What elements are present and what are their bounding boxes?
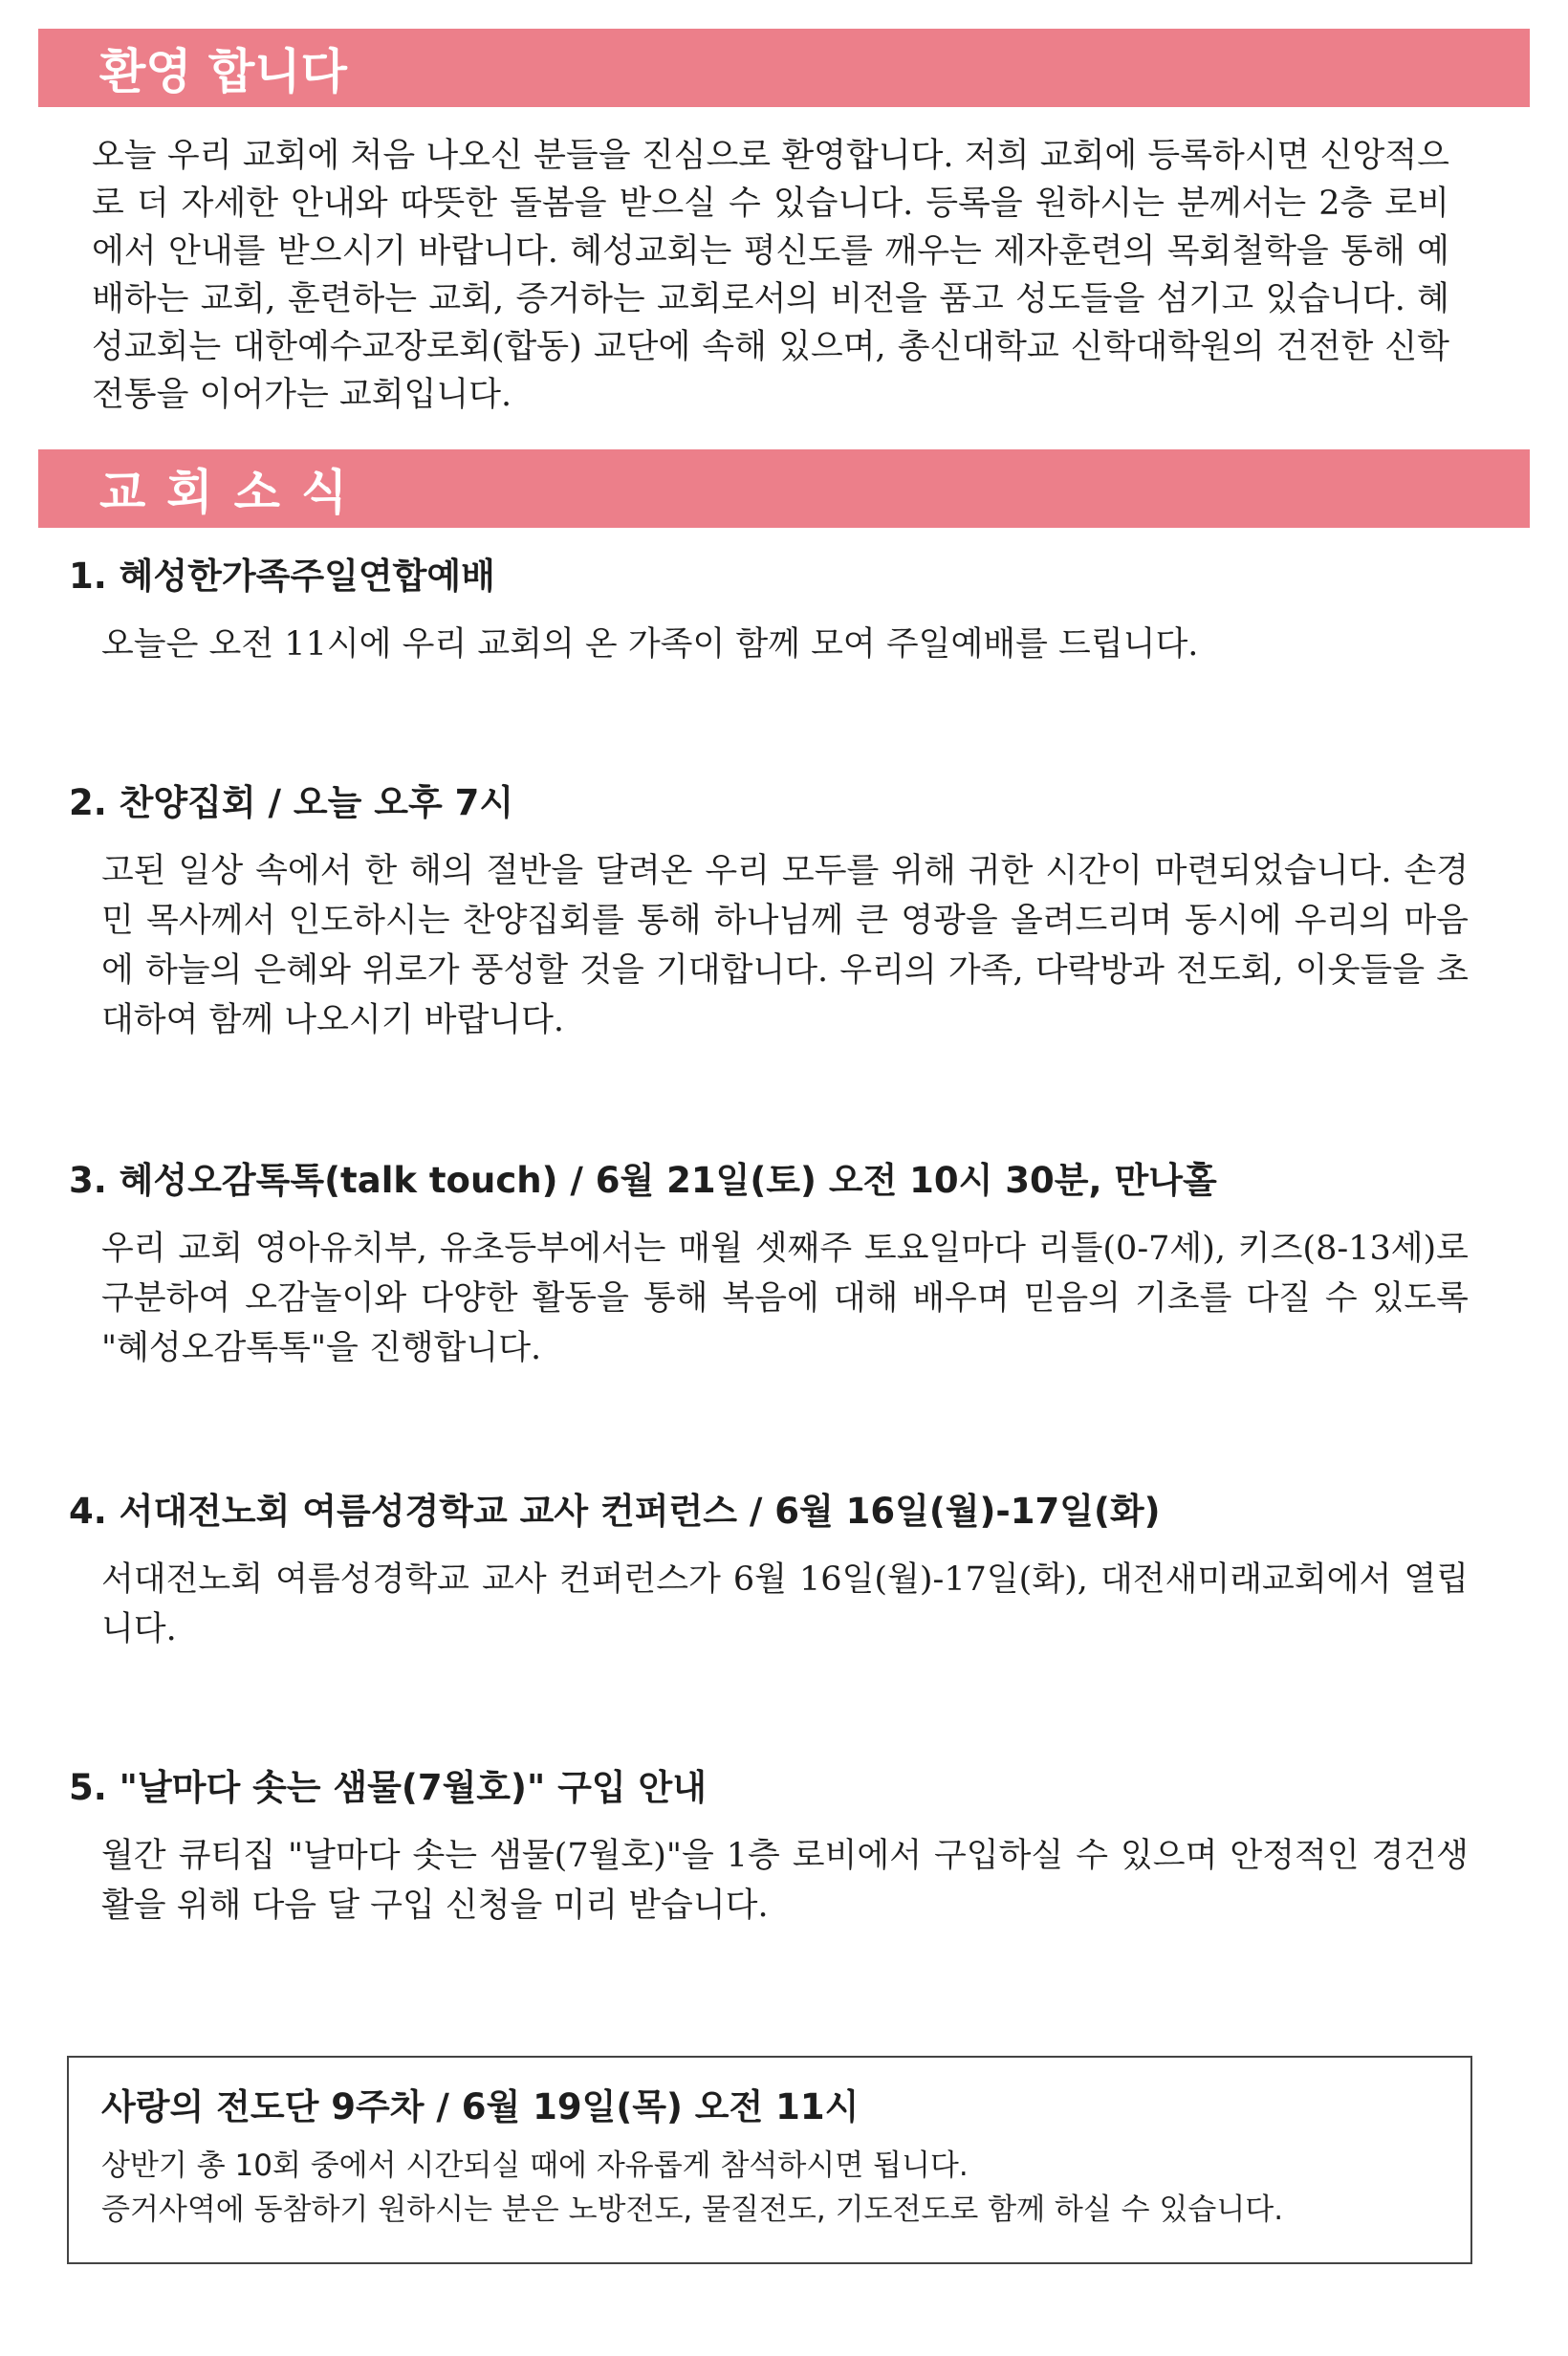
news-heading: 3. 혜성오감톡톡(talk touch) / 6월 21일(토) 오전 10시 30분, 만나홀 bbox=[69, 1160, 1217, 1201]
evangelism-line-2: 증거사역에 동참하기 원하시는 분은 노방전도, 물질전도, 기도전도로 함께 하실 수 있습니다. bbox=[101, 2192, 1284, 2227]
news-heading: 2. 찬양집회 / 오늘 오후 7시 bbox=[69, 782, 514, 823]
welcome-banner bbox=[38, 29, 1530, 107]
news-item-family-worship bbox=[69, 553, 1484, 669]
news-heading: 4. 서대전노회 여름성경학교 교사 컨퍼런스 / 6월 16일(월)-17일(화) bbox=[69, 1491, 1161, 1532]
church-news-banner bbox=[38, 449, 1530, 528]
news-body: 오늘은 오전 11시에 우리 교회의 온 가족이 함께 모여 주일예배를 드립니다. bbox=[101, 625, 1199, 664]
news-heading: 1. 혜성한가족주일연합예배 bbox=[69, 556, 495, 597]
news-item-praise-concert bbox=[69, 779, 1484, 1045]
news-body: 고된 일상 속에서 한 해의 절반을 달려온 우리 모두를 위해 귀한 시간이 마련되었습니다. 손경민 목사께서 인도하시는 찬양집회를 통해 하나님께 큰 영광을 올려드리며 동시에 우리의 마음에 하늘의 은혜와 위로가 풍성할 것을 기대합니다. 우리의 가족, 다락방과 전도회, 이웃들을 초대하여 함께 나오시기 바랍니다. bbox=[101, 852, 1469, 1039]
welcome-title: 환영 합니다 bbox=[99, 44, 347, 99]
news-item-talk-touch bbox=[69, 1157, 1484, 1373]
news-item-devotional-purchase bbox=[69, 1764, 1484, 1931]
evangelism-title: 사랑의 전도단 9주차 / 6월 19일(목) 오전 11시 bbox=[101, 2086, 860, 2127]
evangelism-line-1: 상반기 총 10회 중에서 시간되실 때에 자유롭게 참석하시면 됩니다. bbox=[101, 2149, 969, 2183]
news-heading: 5. "날마다 솟는 샘물(7월호)" 구입 안내 bbox=[69, 1767, 707, 1808]
evangelism-notice-box bbox=[67, 2056, 1472, 2264]
church-news-title: 교회소식 bbox=[99, 465, 369, 520]
news-body: 월간 큐티집 "날마다 솟는 샘물(7월호)"을 1층 로비에서 구입하실 수 있으며 안정적인 경건생활을 위해 다음 달 구입 신청을 미리 받습니다. bbox=[101, 1837, 1469, 1925]
news-body: 서대전노회 여름성경학교 교사 컨퍼런스가 6월 16일(월)-17일(화), 대전새미래교회에서 열립니다. bbox=[101, 1560, 1469, 1648]
welcome-paragraph: 오늘 우리 교회에 처음 나오신 분들을 진심으로 환영합니다. 저희 교회에 등록하시면 신앙적으로 더 자세한 안내와 따뜻한 돌봄을 받으실 수 있습니다. 등록을 원하시는 분께서는 2층 로비에서 안내를 받으시기 바랍니다. 혜성교회는 평신도를 깨우는 제자훈련의 목회철학을 통해 예배하는 교회, 훈련하는 교회, 증거하는 교회로서의 비전을 품고 성도들을 섬기고 있습니다. 혜성교회는 대한예수교장로회(합동) 교단에 속해 있으며, 총신대학교 신학대학원의 건전한 신학전통을 이어가는 교회입니다. bbox=[92, 137, 1449, 414]
news-body: 우리 교회 영아유치부, 유초등부에서는 매월 셋째주 토요일마다 리틀(0-7세), 키즈(8-13세)로 구분하여 오감놀이와 다양한 활동을 통해 복음에 대해 배우며 믿음의 기초를 다질 수 있도록 "혜성오감톡톡"을 진행합니다. bbox=[101, 1230, 1469, 1367]
news-item-teacher-conference bbox=[69, 1488, 1484, 1654]
